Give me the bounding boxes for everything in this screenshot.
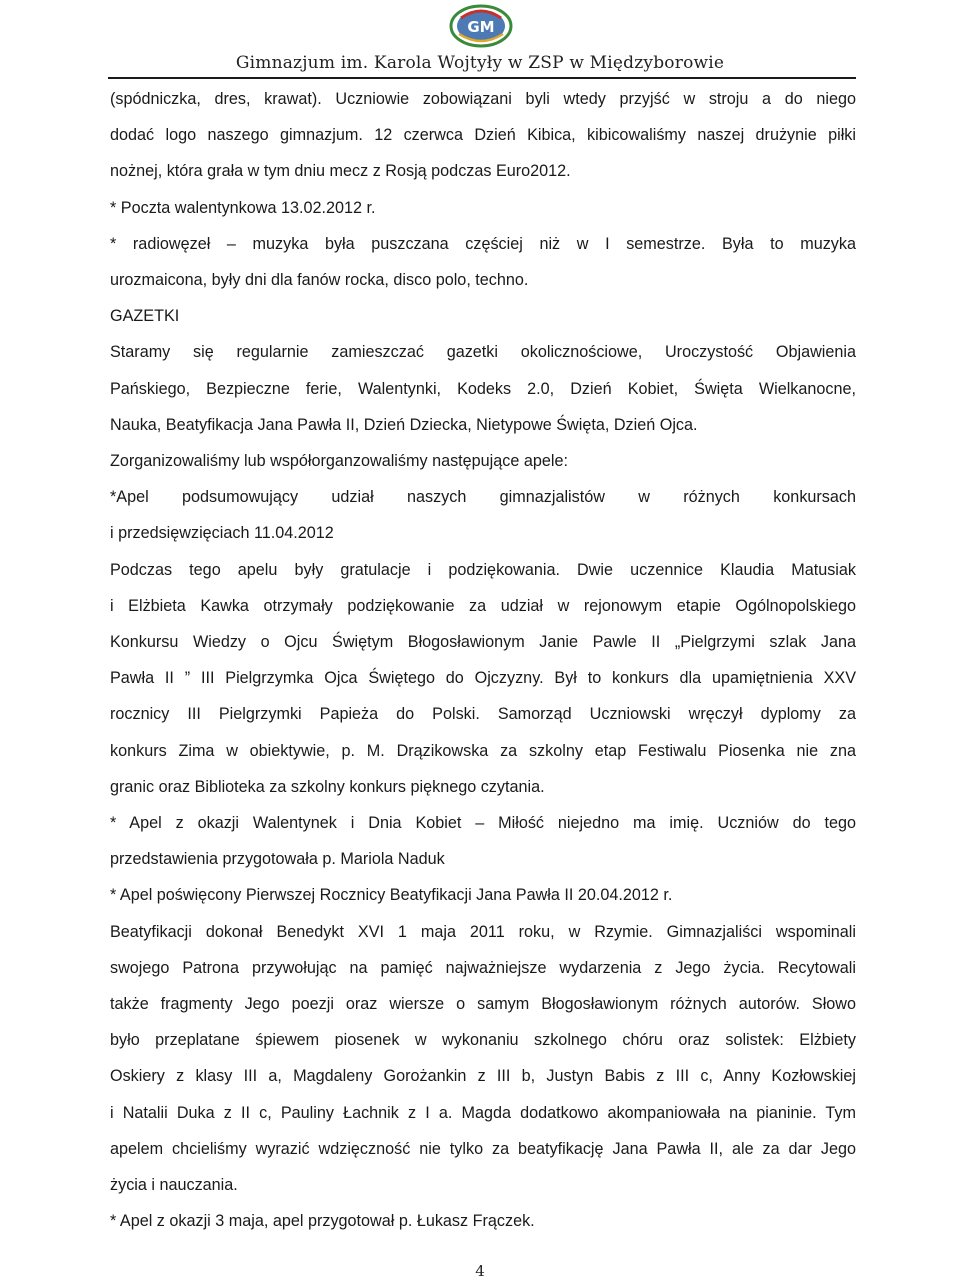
text-line: * Apel poświęcony Pierwszej Rocznicy Beatyfikacji Jana Pawła II 20.04.2012 r. — [110, 886, 673, 905]
text-line: *Apel podsumowujący udział naszych gimnazjalistów w różnych konkursach — [110, 488, 856, 507]
text-line: Pawła II ” III Pielgrzymka Ojca Świętego do Ojczyzny. Był to konkurs dla upamiętnienia XXV — [110, 669, 856, 688]
text-line: Podczas tego apelu były gratulacje i podziękowania. Dwie uczennice Klaudia Matusiak — [110, 560, 856, 579]
text-line: i Natalii Duka z II c, Pauliny Łachnik z I a. Magda dodatkowo akompaniowała na pianinie. Tym — [110, 1103, 856, 1122]
text-line: i przedsięwzięciach 11.04.2012 — [110, 524, 334, 543]
page-number: 4 — [475, 1262, 485, 1280]
text-line: Beatyfikacji dokonał Benedykt XVI 1 maja 2011 roku, w Rzymie. Gimnazjaliści wspominali — [110, 922, 856, 941]
header-title: Gimnazjum im. Karola Wojtyły w ZSP w Międzyborowie — [235, 53, 725, 73]
text-line: rocznicy III Pielgrzymki Papieża do Polski. Samorząd Uczniowski wręczył dyplomy za — [110, 705, 856, 724]
text-line: było przeplatane śpiewem piosenek w wykonaniu szkolnego chóru oraz solistek: Elżbiety — [110, 1031, 856, 1050]
header-divider — [108, 77, 856, 79]
logo-letters: GM — [467, 18, 495, 36]
text-line: przedstawienia przygotowała p. Mariola Naduk — [110, 850, 445, 869]
text-line: także fragmenty Jego poezji oraz wiersze o samym Błogosławionym różnych autorów. Słowo — [110, 995, 856, 1014]
text-line: Nauka, Beatyfikacja Jana Pawła II, Dzień Dziecka, Nietypowe Święta, Dzień Ojca. — [110, 415, 698, 434]
text-line: i Elżbieta Kawka otrzymały podziękowanie za udział w rejonowym etapie Ogólnopolskiego — [110, 596, 856, 615]
text-line: apelem chcieliśmy wyrazić wdzięczność nie tylko za beatyfikację Jana Pawła II, ale za dar Jego — [110, 1139, 856, 1158]
text-line: Konkursu Wiedzy o Ojcu Świętym Błogosławionym Janie Pawle II „Pielgrzymi szlak Jana — [110, 633, 856, 652]
text-line: * Poczta walentynkowa 13.02.2012 r. — [110, 198, 376, 217]
text-line: Pańskiego, Bezpieczne ferie, Walentynki, Kodeks 2.0, Dzień Kobiet, Święta Wielkanocne, — [110, 379, 856, 398]
text-line: (spódniczka, dres, krawat). Uczniowie zobowiązani byli wtedy przyjść w stroju a do niego — [110, 90, 856, 108]
school-logo — [447, 2, 515, 48]
text-line: dodać logo naszego gimnazjum. 12 czerwca Dzień Kibica, kibicowaliśmy naszej drużynie piłki — [110, 126, 856, 145]
text-line: życia i nauczania. — [110, 1176, 238, 1195]
text-line: Staramy się regularnie zamieszczać gazetki okolicznościowe, Uroczystość Objawienia — [110, 343, 856, 362]
text-line: * radiowęzeł – muzyka była puszczana częściej niż w I semestrze. Była to muzyka — [110, 234, 856, 253]
document-body — [110, 81, 856, 1240]
text-line: urozmaicona, były dni dla fanów rocka, disco polo, techno. — [110, 271, 529, 290]
text-line: Zorganizowaliśmy lub współorganzowaliśmy następujące apele: — [110, 452, 568, 471]
text-line: Oskiery z klasy III a, Magdaleny Gorożankin z III b, Justyn Babis z III c, Anny Kozłowskiej — [110, 1067, 856, 1086]
text-line: * Apel z okazji Walentynek i Dnia Kobiet – Miłość niejedno ma imię. Uczniów do tego — [110, 814, 856, 833]
text-line: nożnej, która grała w tym dniu mecz z Rosją podczas Euro2012. — [110, 162, 571, 181]
text-line: konkurs Zima w obiektywie, p. M. Drązikowska za szkolny etap Festiwalu Piosenka nie zna — [110, 741, 856, 760]
text-line: * Apel z okazji 3 maja, apel przygotował p. Łukasz Frączek. — [110, 1212, 535, 1231]
text-line: granic oraz Biblioteka za szkolny konkurs pięknego czytania. — [110, 777, 545, 796]
section-heading: GAZETKI — [110, 307, 180, 326]
text-line: swojego Patrona przywołując na pamięć najważniejsze wydarzenia z Jego życia. Recytowali — [110, 958, 856, 977]
